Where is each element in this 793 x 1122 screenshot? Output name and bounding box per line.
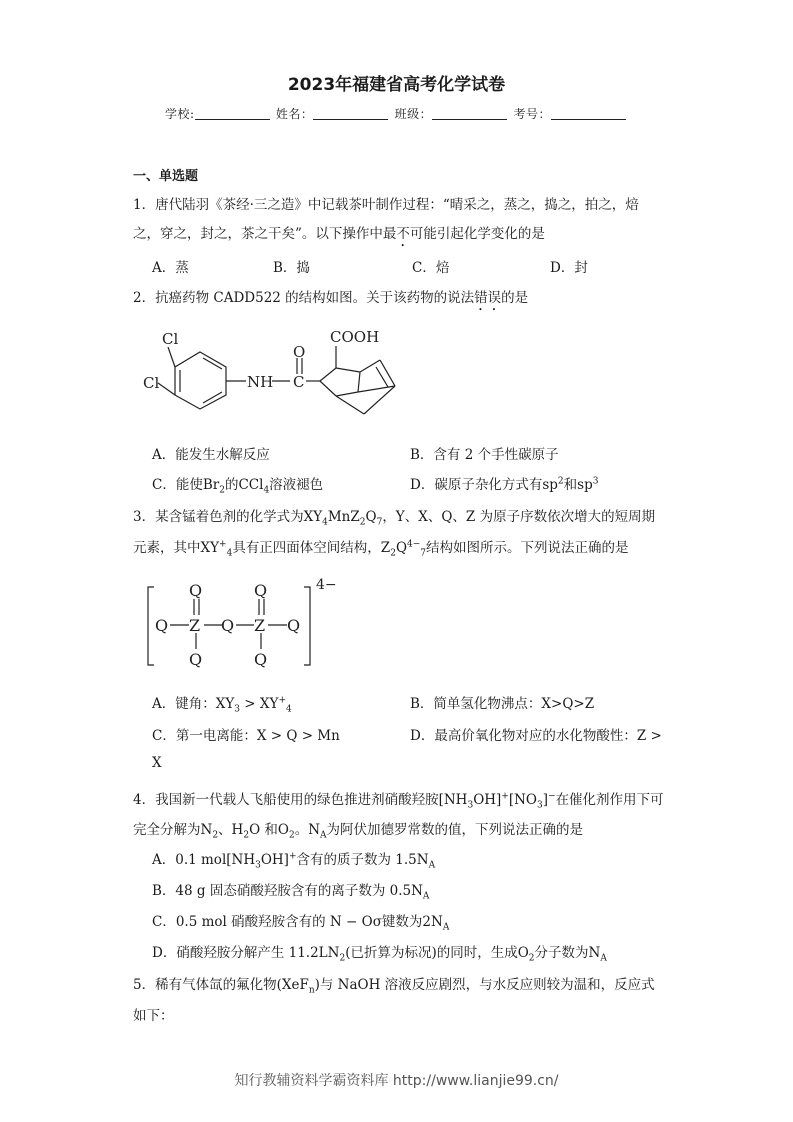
student-info-row [0,105,793,122]
q1-option-d[interactable]: D．封 [550,260,588,276]
q2-option-a[interactable]: A．能发生水解反应 [152,447,270,463]
q3-option-b[interactable]: B．简单氢化物沸点：X>Q>Z [410,696,595,712]
q2-option-c[interactable]: C．能使$Br_2$的CCl$_4$溶液褪色 [152,477,324,496]
q-atom: Q [221,616,235,635]
q-atom: Q [287,616,301,635]
number-label: 考号： [513,107,552,121]
q2-stem: 2．抗癌药物 CADD522 的结构如图。关于该药物的说法错误的是 [133,290,529,306]
q3-stem-line1: 3．某含锰着色剂的化学式为$XY_4MnZ_2Q_7$，Y、X、Q、Z 为原子序数依次增大的短周期 [133,509,656,528]
emphasis-text: 不 [396,226,410,242]
q2-option-d[interactable]: D．碳原子杂化方式有$sp^2$和$sp^3$ [410,476,599,493]
nh-label: NH [247,373,274,391]
z-atom: Z [254,616,266,635]
z-atom: Z [189,616,201,635]
school-label: 学校: [164,107,195,121]
q1-stem-line2: 之，穿之，封之，茶之干矣”。以下操作中最不可能引起化学变化的是 [133,226,545,242]
q4-option-d[interactable]: D．硝酸羟胺分解产生 $11.2LN_2$(已折算为标况)的同时，生成$O_2$分子数为$N_A$ [152,945,607,964]
class-blank[interactable] [432,107,507,120]
q4-option-b[interactable]: B．48 g 固态硝酸羟胺含有的离子数为 $0.5N_A$ [152,883,430,902]
ion-charge-label: 4− [316,577,337,593]
cl-label-top: Cl [162,330,179,348]
school-blank[interactable] [195,107,270,120]
q1-option-a[interactable]: A．蒸 [152,260,189,276]
q-atom: Q [254,581,268,600]
cl-label-left: Cl [143,374,160,392]
q-atom: Q [254,650,268,669]
q4-stem-line1: 4．我国新一代载人飞船使用的绿色推进剂硝酸羟胺$[NH_3OH]^+[NO_3]^-$在催化剂作用下可 [133,791,664,811]
name-label: 姓名： [275,107,314,121]
q1-option-c[interactable]: C．焙 [412,260,450,276]
q3-structure-diagram [140,575,370,675]
q3-option-c[interactable]: C．第一电离能：X > Q > Mn [152,728,340,744]
q5-stem-line1: 5．稀有气体氙的氟化物(XeF$_n$)与 NaOH 溶液反应剧烈，与水反应则较为温和，反应式 [133,977,655,996]
q-atom: Q [189,650,203,669]
q4-stem-line2: 完全分解为$N_2$、$H_2O$ 和$O_2$。$N_A$为阿伏加德罗常数的值，下列说法正确的是 [133,822,584,841]
emphasis-text: 错误 [474,290,502,306]
q3-stem-line2: 元素，其中$XY^+_4$具有正四面体空间结构，$Z_2Q^{4-}_7$结构如图所示。下列说法正确的是 [133,539,629,559]
number-blank[interactable] [551,107,626,120]
q3-option-a[interactable]: A．键角：$XY_3 > XY^+_4$ [152,695,292,715]
q2-option-b[interactable]: B．含有 2 个手性碳原子 [410,447,559,463]
class-label: 班级： [394,107,433,121]
q1-option-b[interactable]: B．捣 [273,260,310,276]
q4-option-c[interactable]: C．0.5 mol 硝酸羟胺含有的 N − Oσ键数为$2N_A$ [152,914,450,933]
section-heading: 一、单选题 [133,169,199,184]
name-blank[interactable] [313,107,388,120]
page-title: 2023年福建省高考化学试卷 [287,75,506,95]
q3-option-d[interactable]: D．最高价氧化物对应的水化物酸性：Z > [410,728,662,744]
carbonyl-o-label: O [293,343,306,361]
q2-structure-diagram [140,322,420,422]
q3-option-d-wrap: X [152,755,162,771]
cooh-label: COOH [330,328,380,346]
q4-option-a[interactable]: A．0.1 $mol[NH_3OH]^+$含有的质子数为 $1.5N_A$ [152,851,436,871]
q1-stem-line1: 1．唐代陆羽《茶经·三之造》中记载茶叶制作过程：“晴采之，蒸之，捣之，拍之，焙 [133,197,639,213]
carbonyl-c-label: C [293,373,305,391]
q-atom: Q [155,616,169,635]
q-atom: Q [189,581,203,600]
footer-watermark: 知行教辅资料学霸资料库 http://www.lianjie99.cn/ [234,1073,559,1089]
q5-stem-line2: 如下： [133,1008,174,1024]
